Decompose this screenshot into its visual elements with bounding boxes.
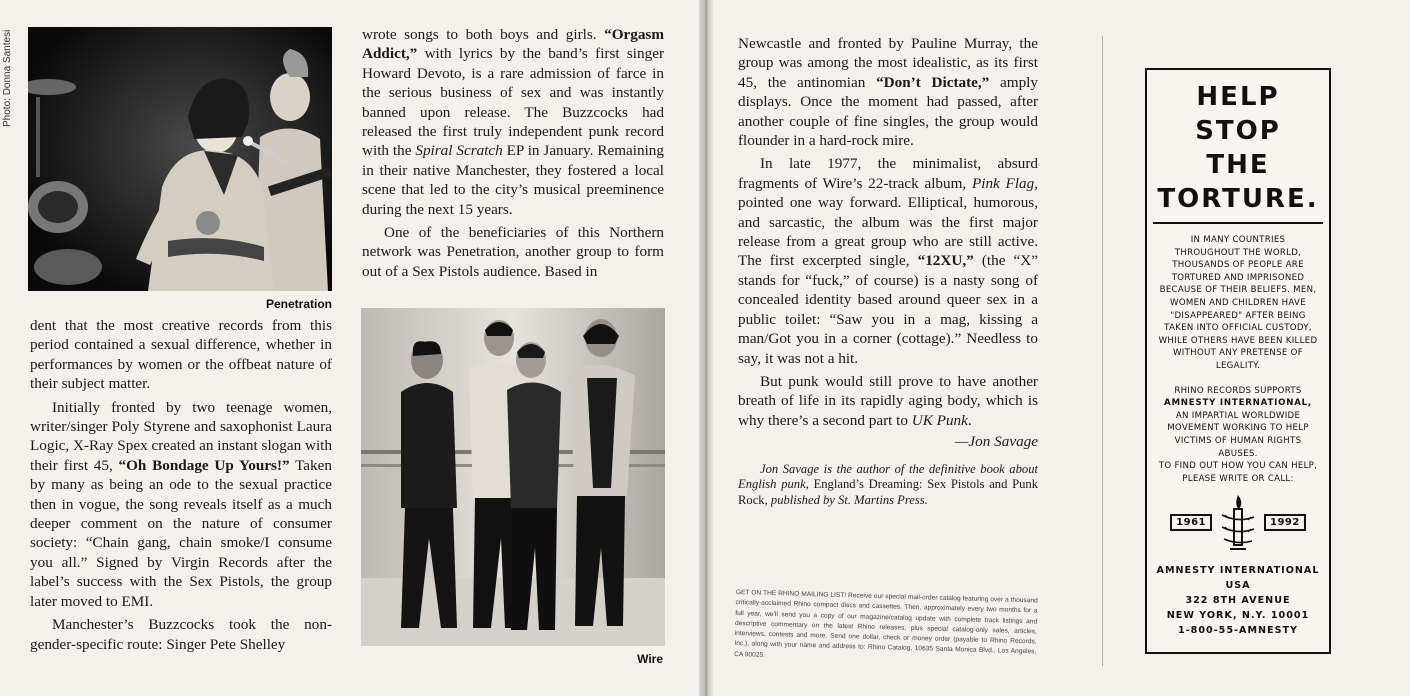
candle-barbed-wire-icon (1218, 493, 1258, 551)
ad-address: AMNESTY INTERNATIONAL USA 322 8TH AVENUE NEW YORK, N.Y. 10001 1-800-55-AMNESTY (1156, 565, 1320, 637)
song-title: “Orgasm Addict,” (362, 26, 664, 63)
article-column-3 (738, 34, 1038, 508)
record-title: Spiral Scratch (415, 142, 503, 160)
album-title: Pink Flag (971, 174, 1035, 192)
paragraph: dent that the most creative records from this period contained a sexual difference, whether in performances by women or the offbeat nature of their subject matter. (30, 317, 332, 393)
ad-divider (1153, 222, 1323, 224)
paragraph: But punk would still prove to have another breath of life in its rapidly aging body, which is why there’s a second part to UK Punk. (738, 372, 1038, 429)
photo-credit: Photo: Donna Santesi (2, 30, 13, 128)
article-column-1 (30, 316, 332, 654)
organization-name: AMNESTY INTERNATIONAL, (1164, 398, 1312, 409)
page-fold (699, 0, 713, 696)
penetration-photo (28, 27, 332, 291)
paragraph: Manchester’s Buzzcocks took the non-gender-specific route: Singer Pete Shelley (30, 616, 332, 653)
song-title: “12XU,” (917, 252, 974, 270)
wire-photo (361, 308, 665, 646)
year-left: 1961 (1170, 514, 1212, 531)
article-column-2 (362, 25, 664, 281)
paragraph: One of the beneficiaries of this Northern network was Penetration, another group to form out of a Sex Pistols audience. Based in (362, 224, 664, 280)
song-title: “Don’t Dictate,” (876, 73, 990, 91)
amnesty-logo (1147, 493, 1329, 551)
paragraph: Newcastle and fronted by Pauline Murray, the group was among the most idealistic, as its first 45, the antinomian “Don’t Dictate,” amply displays. Once the moment had passed, after another couple of fine singles, the group would flounder in a hard-rock mire. (738, 35, 1038, 150)
paragraph: wrote songs to both boys and girls. “Orgasm Addict,” with lyrics by the band’s first singer Howard Devoto, is a rare admission of farce in the serious business of sex and was instantly banned upon release. The Buzzcocks had released the first truly independent punk record with the Spiral Scratch EP in January. Remaining in their native Manchester, they fostered a local scene that led to the city’s musical preeminence during the next 15 years. (362, 26, 664, 218)
song-title: “Oh Bondage Up Yours!” (118, 456, 290, 474)
mailing-list-notice: GET ON THE RHINO MAILING LIST! Receive our special mail-order catalog featuring over a thousand critically-acclaimed Rhino compact discs and cassettes. Then, approximately every two months for a full year, we’ll send you a copy of our magazine/catalog update with complete track listings and descriptive commentary on the latest Rhino releases, plus special catalog-only sales, articles, interviews, contests and more. Send one dollar, check or money order (payable to Rhino Records, Inc.), along with your name and address to: Rhino Catalog, 10635 Santa Monica Blvd., Los Angeles, CA 90025. (734, 588, 1038, 659)
ad-body-text: IN MANY COUNTRIES THROUGHOUT THE WORLD, THOUSANDS OF PEOPLE ARE TORTURED AND IMPRISONED BECAUSE OF THEIR BELIEFS. MEN, WOMEN AND CHILDREN HAVE "DISAPPEARED" AFTER BEING TAKEN INTO OFFICIAL CUSTODY, WHILE OTHERS HAVE BEEN KILLED WITHOUT ANY PRETENSE OF LEGALITY. (1158, 235, 1318, 371)
paragraph: In late 1977, the minimalist, absurd fragments of Wire’s 22-track album, Pink Flag, pointed one way forward. Elliptical, humorous, and sarcastic, the album was the first major release from a great group who are still active. The first excerpted single, “12XU,” (the “X” stands for “fuck,” of course) is a nasty song of concealed identity based around queer sex in a public toilet: “Saw you in a mag, kissing a man/Got you in a corner (cottage).” Needless to say, it was not a hit. (738, 155, 1039, 367)
year-right: 1992 (1264, 514, 1306, 531)
photo-caption-wire: Wire (637, 652, 663, 666)
panel-divider (1102, 36, 1103, 666)
ad-headline: HELP STOP THE TORTURE. (1157, 82, 1319, 214)
author-signature: —Jon Savage (954, 433, 1038, 451)
paragraph: Initially fronted by two teenage women, writer/singer Poly Styrene and saxophonist Laura Logic, X-Ray Spex created an instant slogan with their first 45, “Oh Bondage Up Yours!” Taken by many as being an ode to the sexual practice then in vogue, the song reveals itself as a much deeper comment on the nature of consumer society: “Chain gang, chain smoke/I consume you all.” Signed by Virgin Records after the label’s success with the Sex Pistols, the group later moved to EMI. (30, 398, 332, 610)
amnesty-ad (1145, 68, 1331, 654)
photo-caption-penetration: Penetration (265, 297, 332, 311)
author-bio: Jon Savage is the author of the definitive book about English punk, England’s Dreaming: Sex Pistols and Punk Rock, published by St. Martins Press. (738, 461, 1038, 507)
ad-support-text: RHINO RECORDS SUPPORTS AMNESTY INTERNATIONAL, AN IMPARTIAL WORLDWIDE MOVEMENT WORKING TO HELP VICTIMS OF HUMAN RIGHTS ABUSES. TO FIND OUT HOW YOU CAN HELP, PLEASE WRITE OR CALL: (1158, 385, 1318, 484)
